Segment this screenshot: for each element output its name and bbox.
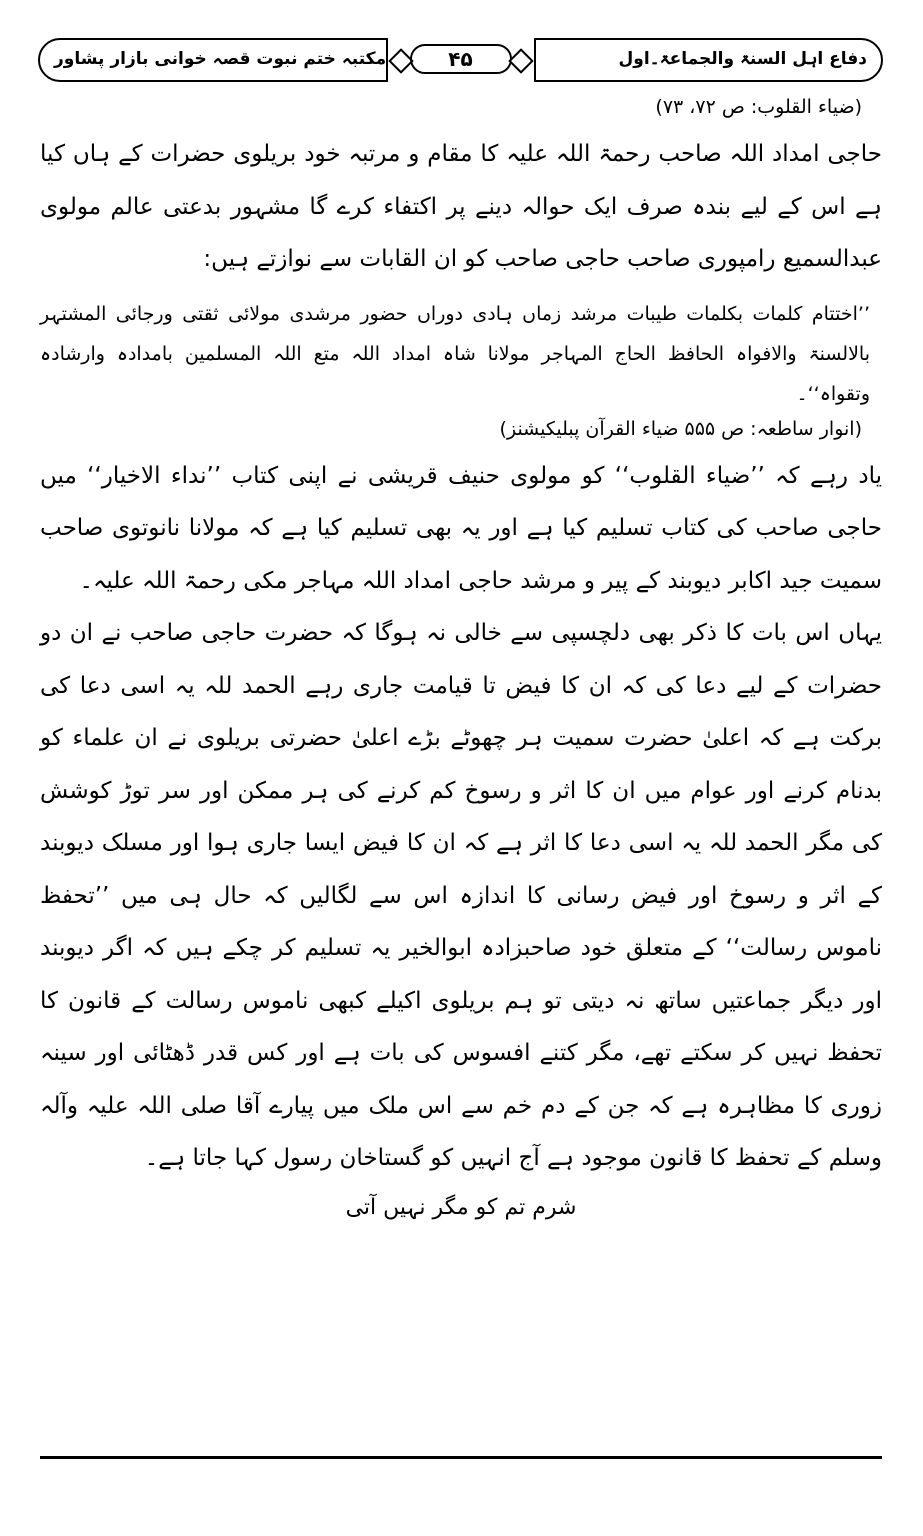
closing-verse: شرم تم کو مگر نہیں آتی xyxy=(345,1194,577,1220)
paragraph-2: یاد رہے کہ ’’ضیاء القلوب‘‘ کو مولوی حنیف قریشی نے اپنی کتاب ’’نداء الاخیار‘‘ میں حاجی صاحب کی کتاب تسلیم کیا ہے اور یہ بھی تسلیم کیا ہے کہ مولانا نانوتوی صاحب سمیت جید اکابر دیوبند کے پیر و مرشد حاجی امداد اللہ مہاجر مکی رحمۃ اللہ علیہ۔ xyxy=(40,462,882,594)
paragraph-1: حاجی امداد اللہ صاحب رحمۃ اللہ علیہ کا مقام و مرتبہ خود بریلوی حضرات کے ہاں کیا ہے اس کے لیے بندہ صرف ایک حوالہ دینے پر اکتفاء کرے گا مشہور بدعتی عالم مولوی عبدالسمیع رامپوری صاحب حاجی صاحب کو ان القابات سے نوازتے ہیں: xyxy=(40,141,882,272)
paragraph-3: یہاں اس بات کا ذکر بھی دلچسپی سے خالی نہ ہوگا کہ حضرت حاجی صاحب نے ان دو حضرات کے لیے دعا کی کہ ان کا فیض تا قیامت جاری رہے الحمد للہ یہ اسی دعا کی برکت ہے کہ اعلیٰ حضرت سمیت ہر چھوٹے بڑے اعلیٰ حضرتی بریلوی نے ان علماء کو بدنام کرنے اور عوام میں ان کا اثر و رسوخ کم کرنے کی ہر ممکن اور سر توڑ کوشش کی مگر الحمد للہ یہ اسی دعا کا اثر ہے کہ ان کا فیض ایسا جاری ہوا اور مسلک دیوبند کے اثر و رسوخ اور فیض رسانی کا اندازہ اس سے لگالیں کہ حال ہی میں ’’تحفظ ناموس رسالت‘‘ کے متعلق خود صاحبزادہ ابوالخیر یہ تسلیم کر چکے ہیں کہ اگر دیوبند اور دیگر جماعتیں ساتھ نہ دیتی تو ہم بریلوی اکیلے کبھی ناموس رسالت کے قانون کا تحفظ نہیں کر سکتے تھے، مگر کتنے افسوس کی بات ہے اور کس قدر ڈھٹائی اور سینہ زوری کا مظاہرہ ہے کہ جن کے دم خم سے اس ملک میں پیارے آقا صلی اللہ علیہ وآلہ وسلم کے تحفظ کا قانون موجود ہے آج انہیں کو گستاخان رسول کہا جاتا ہے۔ xyxy=(40,620,882,1171)
quotation: ’’اختتام کلمات بکلمات طیبات مرشد زماں ہادی دوراں حضور مرشدی مولائی ثقتی ورجائی المشتہر بالالسنۃ والافواہ الحافظ الحاج المہاجر مولانا شاہ امداد اللہ متع اللہ المسلمین بامدادہ وارشادہ وتقواہ‘‘۔ xyxy=(40,302,870,405)
book-title: دفاع اہل السنۃ والجماعۃ۔اول xyxy=(618,49,867,69)
page-number-frame xyxy=(386,38,536,82)
footer-rule xyxy=(40,1456,882,1459)
page-number: ۴۵ xyxy=(410,44,512,74)
page-body xyxy=(40,92,882,1220)
publisher-name: مکتبہ ختم نبوت قصہ خوانی بازار پشاور xyxy=(54,49,387,69)
quotation-reference: (انوار ساطعہ: ص ۵۵۵ ضیاء القرآن پبلیکیشنز) xyxy=(499,417,862,440)
running-header xyxy=(38,38,883,82)
reference-top: (ضیاء القلوب: ص ۷۲، ۷۳) xyxy=(655,96,862,118)
